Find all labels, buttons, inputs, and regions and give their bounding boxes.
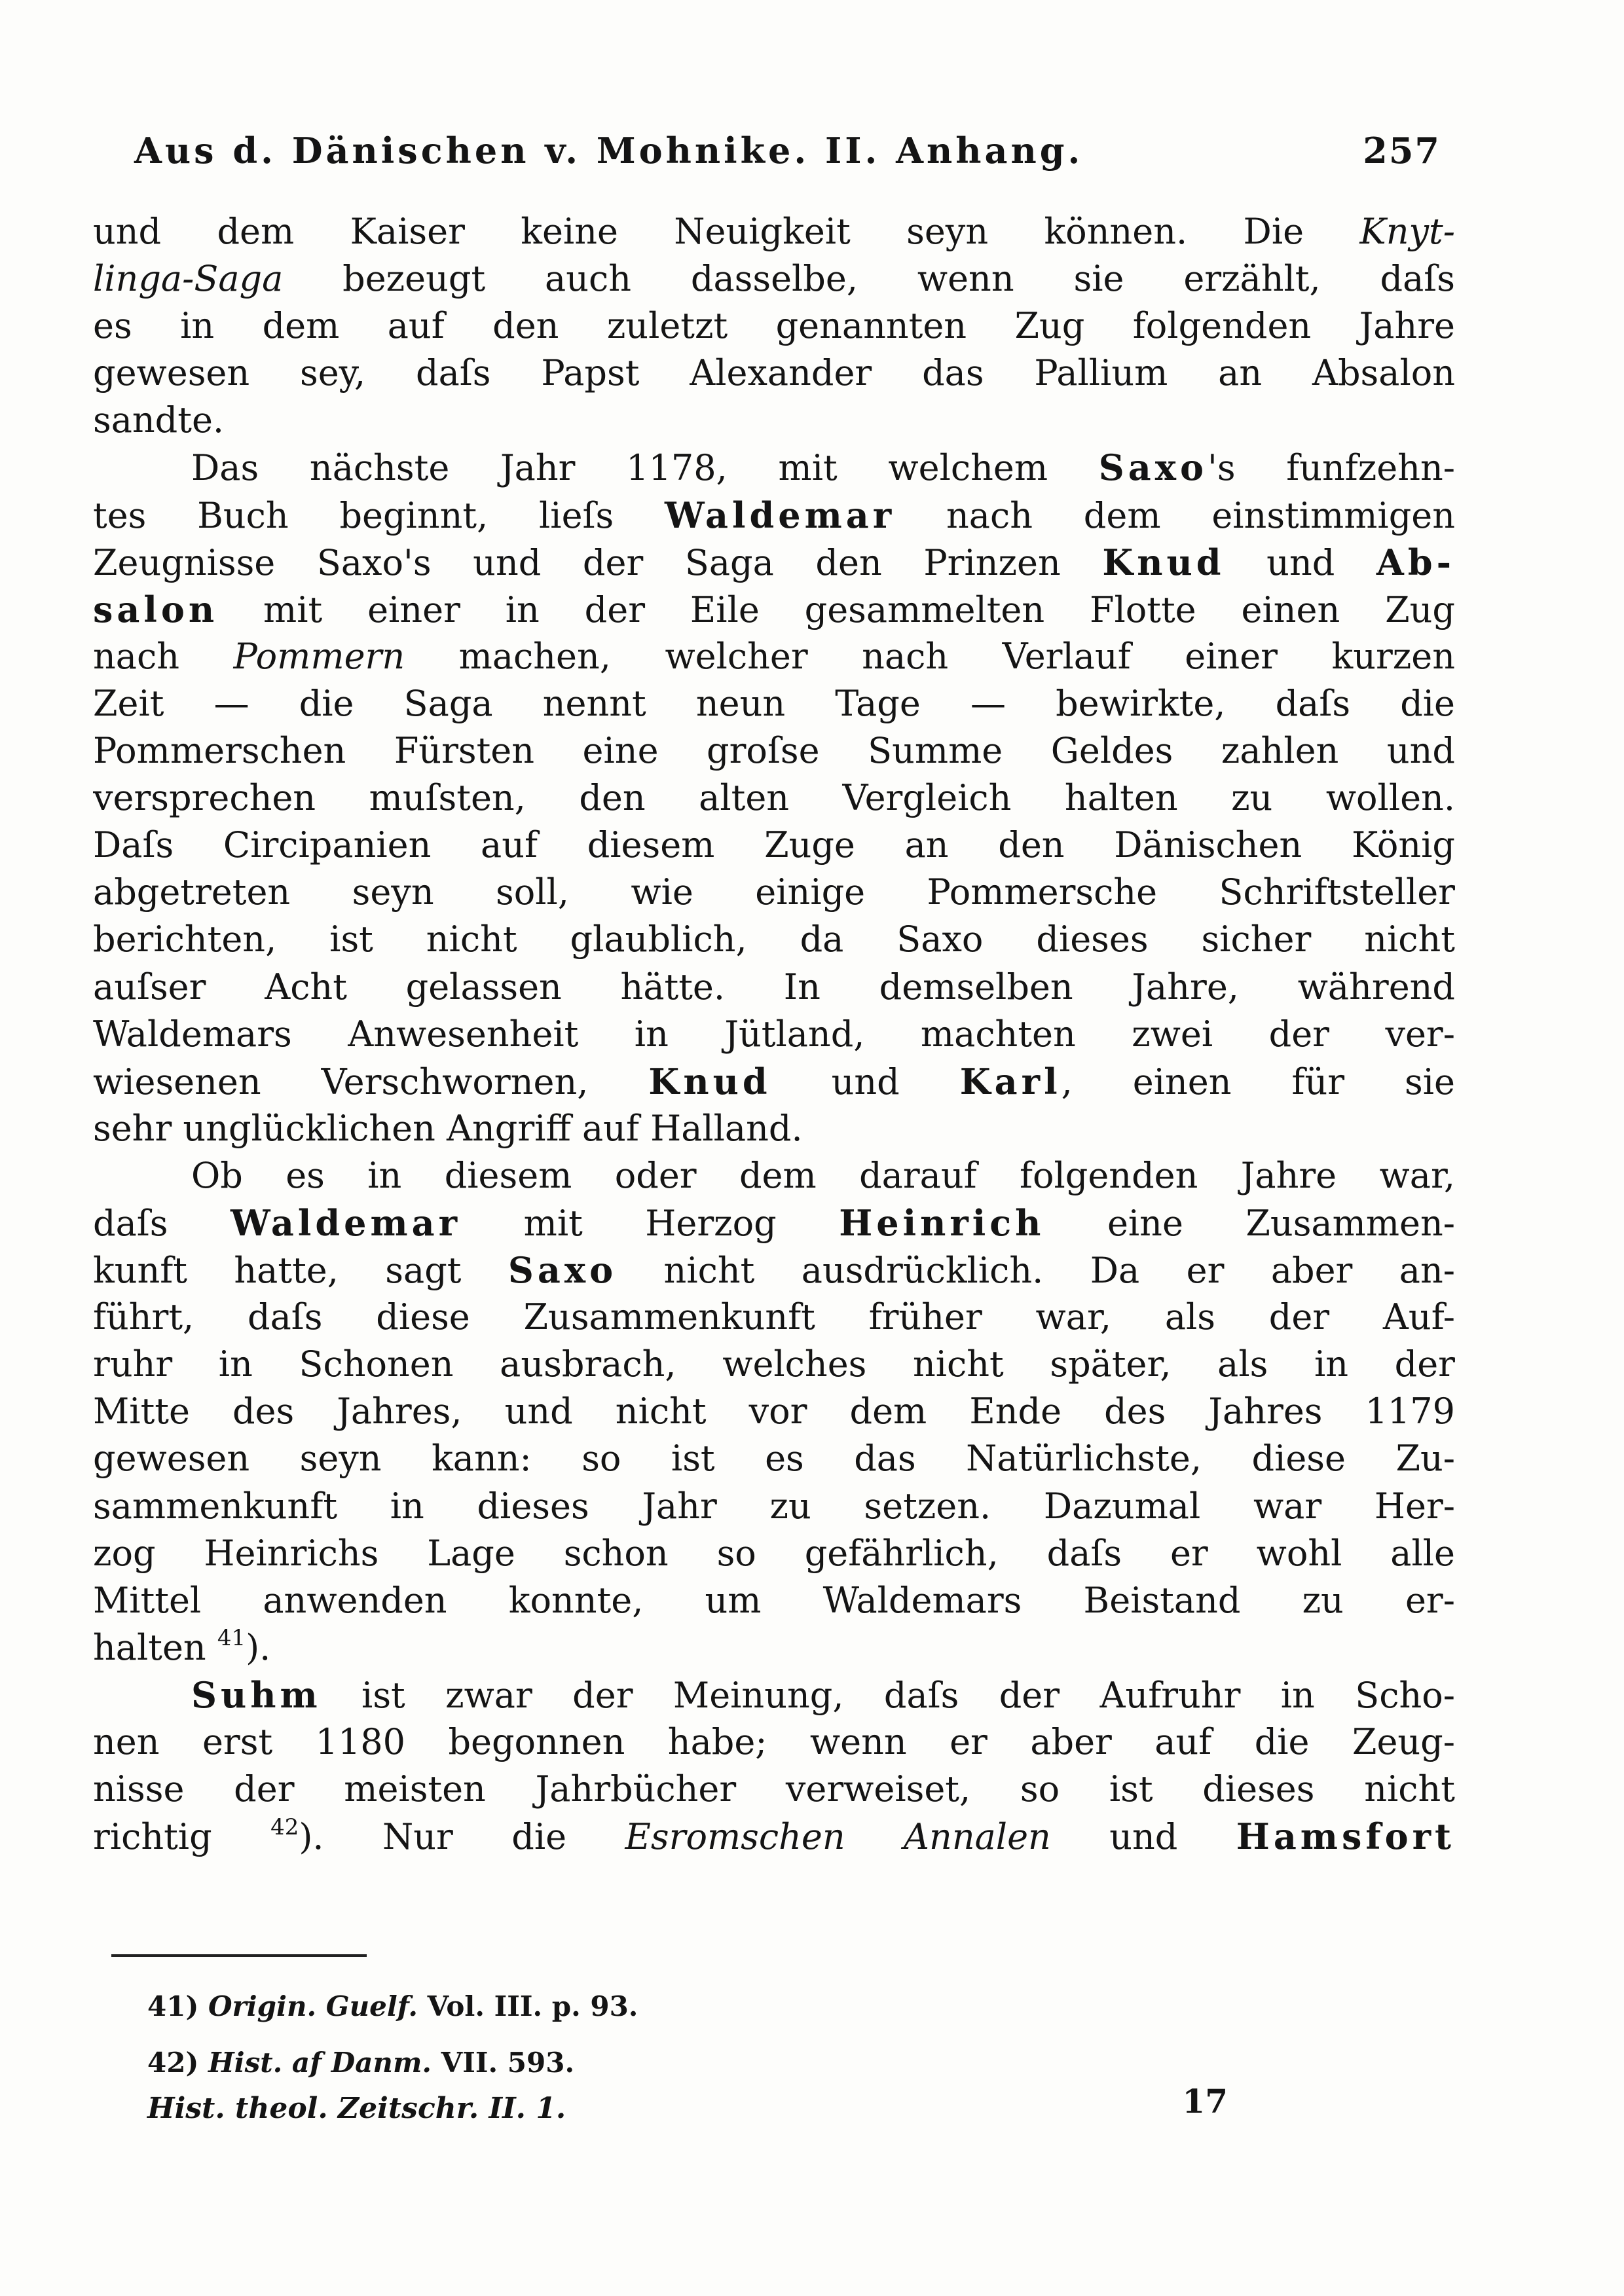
text-line: sandte. <box>93 399 225 441</box>
footnote-ref: 41 <box>217 1624 246 1651</box>
text-line: Zeugnisse Saxo's und der Saga den Prinzen Knud und Ab- <box>93 541 1455 583</box>
text-line: sammenkunft in dieses Jahr zu setzen. Dazumal war Her- <box>93 1485 1455 1527</box>
text-line: Suhm ist zwar der Meinung, daſs der Aufruhr in Scho- <box>191 1673 1455 1716</box>
emphasis-place: Pommern <box>233 635 405 677</box>
text-line: auſser Acht gelassen hätte. In demselben Jahre, während <box>93 966 1455 1008</box>
text-line: Ob es in diesem oder dem darauf folgenden Jahre war, <box>191 1154 1455 1196</box>
spaced-name: Knud <box>1102 541 1225 583</box>
text-line: richtig $^{42}$). Nur die Esromschen Annalen und Hamsfort <box>93 1814 1455 1858</box>
text-line: Daſs Circipanien auf diesem Zuge an den Dänischen König <box>93 824 1455 866</box>
footnote-ref: 42 <box>270 1814 299 1841</box>
signature-line <box>147 2082 1228 2144</box>
text-line: Waldemars Anwesenheit in Jütland, machten zwei der ver- <box>93 1013 1455 1055</box>
footnotes <box>147 1978 1392 2091</box>
footnote-source: Origin. Guelf. <box>208 1990 418 2022</box>
footnote-ref-text: Vol. III. p. 93. <box>427 1990 638 2022</box>
spaced-name: Knud <box>648 1060 771 1102</box>
body-text <box>93 208 1455 1860</box>
emphasis-title: linga-Saga <box>93 258 284 300</box>
text-line: gewesen seyn kann: so ist es das Natürlichste, diese Zu- <box>93 1438 1455 1480</box>
text-line: abgetreten seyn soll, wie einige Pommersche Schriftsteller <box>93 871 1455 913</box>
text-line: Zeit — die Saga nennt neun Tage — bewirkte, daſs die <box>93 682 1455 724</box>
text-line: Mittel anwenden konnte, um Waldemars Beistand zu er- <box>93 1579 1455 1621</box>
text-line: nach Pommern machen, welcher nach Verlauf einer kurzen <box>93 635 1455 677</box>
text-line: wiesenen Verschwornen, Knud und Karl, einen für sie <box>93 1060 1455 1102</box>
footnote-ref-text: VII. 593. <box>441 2047 575 2079</box>
text-line: nen erst 1180 begonnen habe; wenn er aber auf die Zeug- <box>93 1721 1455 1762</box>
page-number: 257 <box>1363 130 1441 172</box>
text-line: es in dem auf den zuletzt genannten Zug folgenden Jahre <box>93 305 1455 347</box>
footnote-label: 41) <box>147 1990 199 2022</box>
text-line: nisse der meisten Jahrbücher verweiset, so ist dieses nicht <box>93 1768 1455 1810</box>
spaced-name: Karl <box>959 1060 1061 1102</box>
spaced-name: Heinrich <box>839 1201 1045 1244</box>
text-line: Mitte des Jahres, und nicht vor dem Ende des Jahres 1179 <box>93 1391 1455 1432</box>
spaced-name: Saxo <box>1098 446 1208 489</box>
text-line: Pommerschen Fürsten eine groſse Summe Geldes zahlen und <box>93 730 1455 772</box>
footnote-label: 42) <box>147 2047 199 2079</box>
text-line: linga-Saga bezeugt auch dasselbe, wenn sie erzählt, daſs <box>93 258 1455 300</box>
running-title: Aus d. Dänischen v. Mohnike. II. Anhang. <box>134 130 1084 172</box>
text-line: gewesen sey, daſs Papst Alexander das Pallium an Absalon <box>93 352 1455 394</box>
footnote-source: Hist. af Danm. <box>208 2047 432 2079</box>
spaced-name: salon <box>93 588 219 630</box>
text-line: tes Buch beginnt, lieſs Waldemar nach dem einstimmigen <box>93 494 1455 536</box>
spaced-name: Ab- <box>1376 541 1455 583</box>
footnote <box>147 1978 1392 2035</box>
text-line: kunft hatte, sagt Saxo nicht ausdrücklich. Da er aber an- <box>93 1249 1455 1292</box>
text-line: und dem Kaiser keine Neuigkeit seyn können. Die Knyt- <box>93 211 1455 252</box>
text-line: sehr unglücklichen Angriff auf Halland. <box>93 1107 803 1149</box>
text-line: Das nächste Jahr 1178, mit welchem Saxo's funfzehn- <box>191 446 1455 489</box>
emphasis-title: Knyt- <box>1359 211 1455 252</box>
signature-title: Hist. theol. Zeitschr. II. 1. <box>147 2092 566 2125</box>
text-line: salon mit einer in der Eile gesammelten Flotte einen Zug <box>93 588 1455 630</box>
signature-mark: 17 <box>1182 2082 1228 2121</box>
running-header <box>134 123 1441 182</box>
spaced-name: Suhm <box>191 1673 322 1716</box>
spaced-name: Waldemar <box>665 494 896 536</box>
text-line: berichten, ist nicht glaublich, da Saxo dieses sicher nicht <box>93 919 1455 960</box>
text-line: versprechen muſsten, den alten Vergleich halten zu wollen. <box>93 777 1455 819</box>
text-line: führt, daſs diese Zusammenkunft früher war, als der Auf- <box>93 1296 1455 1338</box>
spaced-name: Saxo <box>507 1249 618 1292</box>
text-line: daſs Waldemar mit Herzog Heinrich eine Zusammen- <box>93 1201 1455 1244</box>
text-line: ruhr in Schonen ausbrach, welches nicht später, als in der <box>93 1343 1455 1385</box>
emphasis-title: Esromschen Annalen <box>625 1816 1051 1858</box>
text-line: halten $^{41}$). <box>93 1624 271 1668</box>
spaced-name: Hamsfort <box>1236 1815 1455 1858</box>
spaced-name: Waldemar <box>230 1201 462 1244</box>
text-line: zog Heinrichs Lage schon so gefährlich, daſs er wohl alle <box>93 1532 1455 1574</box>
footnote-rule <box>111 1954 367 1957</box>
